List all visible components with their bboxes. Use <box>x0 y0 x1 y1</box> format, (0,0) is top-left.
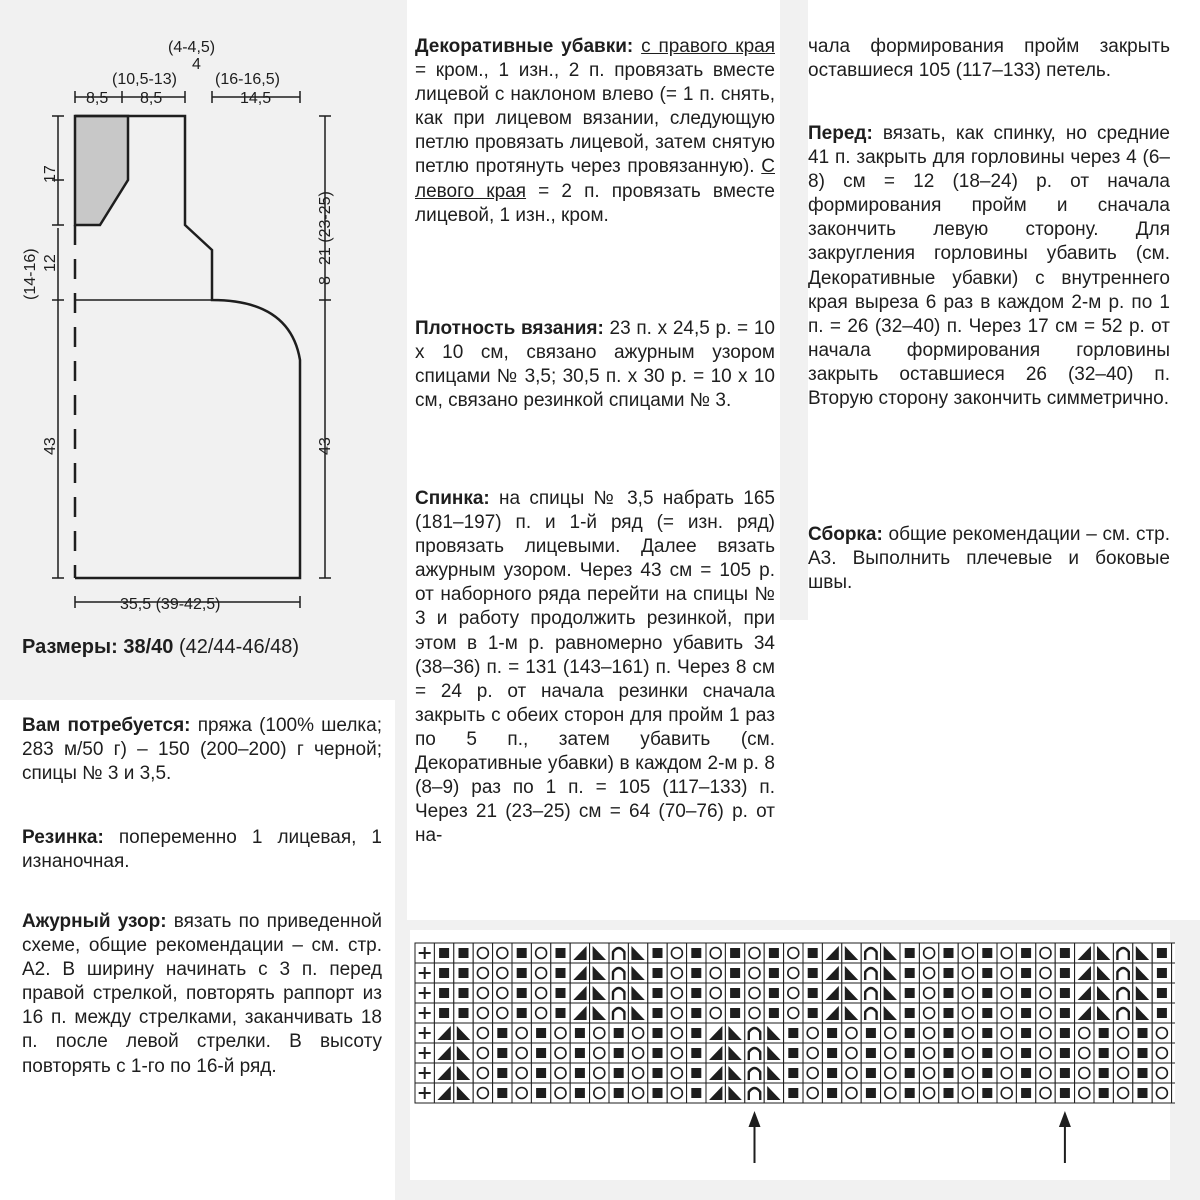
chart-cell <box>1036 1023 1055 1043</box>
filled-square-symbol <box>944 1088 954 1098</box>
filled-square-symbol <box>788 1088 798 1098</box>
lace-chart <box>405 935 1175 1185</box>
chart-cell <box>531 963 550 983</box>
chart-cell <box>919 1023 938 1043</box>
filled-square-symbol <box>905 968 915 978</box>
neck-depth: 4 <box>192 56 201 73</box>
chart-cell <box>803 1083 822 1103</box>
chart-cell <box>997 983 1016 1003</box>
chart-cell <box>473 943 492 963</box>
chart-cell <box>1036 963 1055 983</box>
filled-square-symbol <box>730 1008 740 1018</box>
filled-square-symbol <box>730 988 740 998</box>
materials-title: Вам потребуется: <box>22 715 191 736</box>
chart-cell <box>881 1063 900 1083</box>
chart-cell <box>590 1063 609 1083</box>
chart-cell <box>842 1063 861 1083</box>
chart-cell <box>919 943 938 963</box>
right-gap <box>780 0 808 620</box>
filled-square-symbol <box>653 1008 663 1018</box>
filled-square-symbol <box>497 1088 507 1098</box>
chart-cell <box>531 983 550 1003</box>
decreases-section <box>415 35 775 228</box>
chart-cell <box>745 983 764 1003</box>
filled-square-symbol <box>439 968 449 978</box>
filled-square-symbol <box>905 1068 915 1078</box>
filled-square-symbol <box>439 948 449 958</box>
chart-cell <box>958 1003 977 1023</box>
lace-section <box>22 910 382 1079</box>
filled-square-symbol <box>1138 1068 1148 1078</box>
filled-square-symbol <box>459 988 469 998</box>
left-edge-text: = 2 п. провязать вместе лицевой, 1 изн., кром. <box>415 180 776 226</box>
chart-cell <box>628 1043 647 1063</box>
filled-square-symbol <box>769 968 779 978</box>
chart-cell <box>842 1023 861 1043</box>
armhole-left-height: 12 <box>42 254 59 272</box>
filled-square-symbol <box>1157 948 1167 958</box>
filled-square-symbol <box>1099 1088 1109 1098</box>
filled-square-symbol <box>827 1068 837 1078</box>
rib-title: Резинка: <box>22 827 104 848</box>
chart-cell <box>667 1043 686 1063</box>
filled-square-symbol <box>459 968 469 978</box>
right-edge-label: с правого края <box>641 36 775 57</box>
filled-square-symbol <box>1138 1088 1148 1098</box>
filled-square-symbol <box>730 948 740 958</box>
chart-cell <box>997 1023 1016 1043</box>
back-title: Спинка: <box>415 488 490 509</box>
filled-square-symbol <box>1021 988 1031 998</box>
filled-square-symbol <box>1157 988 1167 998</box>
filled-square-symbol <box>1099 1068 1109 1078</box>
filled-square-symbol <box>517 948 527 958</box>
chart-cell <box>1152 1083 1171 1103</box>
chart-cell <box>1113 1083 1132 1103</box>
rib-section <box>22 826 382 874</box>
chart-cell <box>803 1023 822 1043</box>
filled-square-symbol <box>905 1088 915 1098</box>
chart-cell <box>1152 1023 1171 1043</box>
chart-cell <box>1113 1023 1132 1043</box>
filled-square-symbol <box>614 1048 624 1058</box>
filled-square-symbol <box>653 1068 663 1078</box>
filled-square-symbol <box>1157 1008 1167 1018</box>
chart-cell <box>473 963 492 983</box>
chart-cell <box>473 983 492 1003</box>
sizes-alt: (42/44-46/48) <box>178 636 300 658</box>
filled-square-symbol <box>1060 988 1070 998</box>
filled-square-symbol <box>1060 1028 1070 1038</box>
chart-cell <box>1152 1063 1171 1083</box>
filled-square-symbol <box>866 1028 876 1038</box>
filled-square-symbol <box>691 1028 701 1038</box>
assembly-text: общие рекомендации – см. стр. А3. Выполнить плечевые и боковые швы. <box>808 524 1170 594</box>
sizes-value: 38/40 <box>123 636 174 658</box>
chart-cell <box>590 1043 609 1063</box>
chart-cell <box>997 943 1016 963</box>
filled-square-symbol <box>788 1028 798 1038</box>
filled-square-symbol <box>614 1088 624 1098</box>
chart-cell <box>512 1043 531 1063</box>
filled-square-symbol <box>556 1008 566 1018</box>
chart-cell <box>551 1083 570 1103</box>
filled-square-symbol <box>944 968 954 978</box>
filled-square-symbol <box>982 1028 992 1038</box>
chart-cell <box>551 1043 570 1063</box>
neck-depth-sizes: (4-4,5) <box>168 39 216 56</box>
chart-cell <box>997 1083 1016 1103</box>
chart-cell <box>919 1043 938 1063</box>
shoulder-width: 14,5 <box>240 90 272 107</box>
filled-square-symbol <box>788 1048 798 1058</box>
filled-square-symbol <box>536 1048 546 1058</box>
filled-square-symbol <box>982 1008 992 1018</box>
armhole-left-sizes: (14-16) <box>22 248 39 300</box>
shoulder-width-sizes: (16-16,5) <box>215 71 280 88</box>
chart-cell <box>512 1023 531 1043</box>
chart-cell <box>997 1003 1016 1023</box>
chart-cell <box>1172 983 1175 1003</box>
filled-square-symbol <box>691 1068 701 1078</box>
chart-cell <box>784 943 803 963</box>
chart-cell <box>784 1003 803 1023</box>
chart-cell <box>919 1003 938 1023</box>
chart-cell <box>551 1023 570 1043</box>
hem-width: 35,5 (39-42,5) <box>120 596 221 613</box>
chart-cell <box>628 1063 647 1083</box>
chart-cell <box>1036 983 1055 1003</box>
chart-cell <box>628 1083 647 1103</box>
filled-square-symbol <box>769 988 779 998</box>
filled-square-symbol <box>808 988 818 998</box>
filled-square-symbol <box>1021 968 1031 978</box>
chart-cell <box>997 1063 1016 1083</box>
filled-square-symbol <box>808 1008 818 1018</box>
chart-cell <box>1036 1003 1055 1023</box>
filled-square-symbol <box>1021 1028 1031 1038</box>
filled-square-symbol <box>497 1028 507 1038</box>
back-continuation <box>808 35 1170 83</box>
chart-cell <box>1172 1023 1175 1043</box>
filled-square-symbol <box>1138 1048 1148 1058</box>
filled-square-symbol <box>1060 968 1070 978</box>
filled-square-symbol <box>1060 1048 1070 1058</box>
filled-square-symbol <box>459 1008 469 1018</box>
chart-cell <box>1113 1043 1132 1063</box>
back-continuation-text: чала формирования пройм закрыть оставшиеся 105 (117–133) петель. <box>808 36 1170 82</box>
chart-cell <box>667 1003 686 1023</box>
filled-square-symbol <box>982 1088 992 1098</box>
chart-cell <box>667 943 686 963</box>
neck-width: (10,5-13) <box>112 71 177 88</box>
chart-cell <box>842 1043 861 1063</box>
chart-cell <box>997 1043 1016 1063</box>
filled-square-symbol <box>905 1028 915 1038</box>
filled-square-symbol <box>536 1028 546 1038</box>
chart-cell <box>1152 1043 1171 1063</box>
filled-square-symbol <box>536 1088 546 1098</box>
chart-cell <box>745 943 764 963</box>
filled-square-symbol <box>769 948 779 958</box>
chart-cell <box>881 1083 900 1103</box>
chart-cell <box>958 963 977 983</box>
repeat-end-arrow-icon <box>1059 1111 1071 1127</box>
filled-square-symbol <box>653 1028 663 1038</box>
chart-cell <box>919 1083 938 1103</box>
filled-square-symbol <box>614 1028 624 1038</box>
filled-square-symbol <box>691 968 701 978</box>
left-edge-label: С левого края <box>415 156 775 202</box>
chart-cell <box>1075 1043 1094 1063</box>
filled-square-symbol <box>944 1008 954 1018</box>
filled-square-symbol <box>982 1068 992 1078</box>
filled-square-symbol <box>1021 1088 1031 1098</box>
gauge-text: 23 п. х 24,5 р. = 10 х 10 см, связано ажурным узором спицами № 3,5; 30,5 п. х 30 р. = 10 х 10 см, связано резинкой спицами № 3. <box>415 318 775 412</box>
chart-cell <box>667 1083 686 1103</box>
chart-cell <box>1113 1063 1132 1083</box>
chart-cell <box>473 1063 492 1083</box>
filled-square-symbol <box>905 1008 915 1018</box>
filled-square-symbol <box>653 968 663 978</box>
chart-cell <box>590 1023 609 1043</box>
filled-square-symbol <box>517 988 527 998</box>
chart-cell <box>958 1023 977 1043</box>
materials-text: пряжа (100% шелка; 283 м/50 г) – 150 (200–200) г черной; спицы № 3 и 3,5. <box>22 715 382 785</box>
left-edge-width: 8,5 <box>86 90 109 107</box>
chart-cell <box>667 963 686 983</box>
filled-square-symbol <box>459 948 469 958</box>
garment-schema <box>0 0 395 620</box>
chart-cell <box>958 1043 977 1063</box>
filled-square-symbol <box>497 1048 507 1058</box>
rib-text: попеременно 1 лицевая, 1 изнаночная. <box>22 827 382 873</box>
chart-cell <box>667 1023 686 1043</box>
filled-square-symbol <box>691 988 701 998</box>
filled-square-symbol <box>827 1028 837 1038</box>
repeat-start-arrow-icon <box>749 1111 761 1127</box>
chart-cell <box>551 1063 570 1083</box>
chart-cell <box>493 963 512 983</box>
chart-cell <box>1172 1043 1175 1063</box>
filled-square-symbol <box>944 948 954 958</box>
gauge-section <box>415 317 775 413</box>
filled-square-symbol <box>517 1008 527 1018</box>
filled-square-symbol <box>944 1068 954 1078</box>
chart-cell <box>493 943 512 963</box>
filled-square-symbol <box>866 1068 876 1078</box>
chart-cell <box>493 983 512 1003</box>
chart-cell <box>667 983 686 1003</box>
materials-section <box>22 714 382 786</box>
neck-shape <box>75 116 128 225</box>
chart-cell <box>1075 1063 1094 1083</box>
chart-cell <box>1036 1043 1055 1063</box>
chart-cell <box>667 1063 686 1083</box>
neck-segment-width: 8,5 <box>140 90 163 107</box>
filled-square-symbol <box>1021 1068 1031 1078</box>
chart-cell <box>784 963 803 983</box>
chart-cell <box>745 963 764 983</box>
chart-cell <box>473 1003 492 1023</box>
lace-text: вязать по приведенной схеме, общие рекомендации – см. стр. А2. В ширину начинать с 3 п. перед правой стрелкой, повторять раппорт из 16 п. между стрелками, заканчивать 18 п. после левой стрелки. В высоту повторять с 1-го по 16-й ряд. <box>22 911 382 1077</box>
filled-square-symbol <box>982 968 992 978</box>
chart-cell <box>919 983 938 1003</box>
chart-cell <box>590 1083 609 1103</box>
filled-square-symbol <box>866 1048 876 1058</box>
filled-square-symbol <box>691 948 701 958</box>
decreases-title: Декоративные убавки: <box>415 36 634 57</box>
chart-cell <box>842 1083 861 1103</box>
chart-cell <box>803 1063 822 1083</box>
chart-cell <box>706 1003 725 1023</box>
filled-square-symbol <box>536 1068 546 1078</box>
filled-square-symbol <box>575 1028 585 1038</box>
body-left-height: 43 <box>42 437 59 455</box>
filled-square-symbol <box>827 1048 837 1058</box>
chart-cell <box>531 1003 550 1023</box>
filled-square-symbol <box>769 1008 779 1018</box>
front-section <box>808 122 1170 411</box>
back-section <box>415 487 775 848</box>
sizes-label: Размеры: <box>22 636 118 658</box>
filled-square-symbol <box>905 1048 915 1058</box>
chart-cell <box>1172 963 1175 983</box>
filled-square-symbol <box>556 988 566 998</box>
filled-square-symbol <box>905 948 915 958</box>
filled-square-symbol <box>556 968 566 978</box>
filled-square-symbol <box>944 1048 954 1058</box>
chart-cell <box>958 1083 977 1103</box>
filled-square-symbol <box>982 948 992 958</box>
filled-square-symbol <box>1060 948 1070 958</box>
assembly-title: Сборка: <box>808 524 883 545</box>
filled-square-symbol <box>1099 1048 1109 1058</box>
chart-cell <box>745 1003 764 1023</box>
chart-cell <box>1036 1083 1055 1103</box>
filled-square-symbol <box>614 1068 624 1078</box>
gauge-title: Плотность вязания: <box>415 318 604 339</box>
filled-square-symbol <box>575 1048 585 1058</box>
filled-square-symbol <box>1060 1008 1070 1018</box>
filled-square-symbol <box>808 948 818 958</box>
lace-title: Ажурный узор: <box>22 911 167 932</box>
chart-cell <box>958 983 977 1003</box>
chart-cell <box>1075 1023 1094 1043</box>
chart-cell <box>1172 1003 1175 1023</box>
chart-cell <box>1036 943 1055 963</box>
filled-square-symbol <box>808 968 818 978</box>
chart-cell <box>1172 1063 1175 1083</box>
chart-cell <box>512 1063 531 1083</box>
filled-square-symbol <box>788 1068 798 1078</box>
chart-cell <box>803 1043 822 1063</box>
filled-square-symbol <box>691 1088 701 1098</box>
filled-square-symbol <box>575 1088 585 1098</box>
sizes-line <box>22 636 299 659</box>
chart-cell <box>997 963 1016 983</box>
back-text: на спицы № 3,5 набрать 165 (181–197) п. и 1-й ряд (= изн. ряд) провязать лицевыми. Далее вязать ажурным узором. Через 43 см = 105 р. от наборного ряда перейти на спицы № 3 и работу продолжить резинкой, при этом в 1-м р. равномерно убавить 34 (38–36) п. = 131 (143–161) п. Через 8 см = 24 р. от начала резинки сначала закрыть с обеих сторон для пройм 1 раз по 5 п., затем убавить (см. Декоративные убавки) в каждом 2-м р. 8 (8–9) раз по 1 п. = 105 (117–133) п. Через 21 (23–25) см = 64 (70–76) р. от на- <box>415 488 775 847</box>
chart-cell <box>493 1003 512 1023</box>
filled-square-symbol <box>1157 968 1167 978</box>
body-right-height: 43 <box>317 437 334 455</box>
filled-square-symbol <box>1099 1028 1109 1038</box>
chart-cell <box>881 1023 900 1043</box>
chart-cell <box>531 943 550 963</box>
filled-square-symbol <box>653 988 663 998</box>
assembly-section <box>808 523 1170 595</box>
chart-cell <box>473 1043 492 1063</box>
chart-cell <box>1172 1083 1175 1103</box>
chart-cell <box>919 963 938 983</box>
chart-cell <box>706 983 725 1003</box>
filled-square-symbol <box>944 988 954 998</box>
filled-square-symbol <box>517 968 527 978</box>
chart-cell <box>784 983 803 1003</box>
chart-cell <box>473 1083 492 1103</box>
filled-square-symbol <box>691 1048 701 1058</box>
filled-square-symbol <box>1021 948 1031 958</box>
filled-square-symbol <box>1021 1008 1031 1018</box>
chart-cell <box>512 1083 531 1103</box>
filled-square-symbol <box>866 1088 876 1098</box>
filled-square-symbol <box>691 1008 701 1018</box>
rib-right-height: 8 <box>317 276 334 285</box>
right-edge-text: = кром., 1 изн., 2 п. провязать вместе лицевой с наклоном влево (= 1 п. снять, как при лицевом вязании, следующую петлю провязать лицевой, затем снятую петлю протянуть через провязанную). <box>415 60 775 178</box>
filled-square-symbol <box>1060 1068 1070 1078</box>
filled-square-symbol <box>1060 1088 1070 1098</box>
chart-cell <box>706 943 725 963</box>
chart-cell <box>1075 1083 1094 1103</box>
filled-square-symbol <box>653 948 663 958</box>
filled-square-symbol <box>944 1028 954 1038</box>
filled-square-symbol <box>1138 1028 1148 1038</box>
filled-square-symbol <box>730 968 740 978</box>
filled-square-symbol <box>1021 1048 1031 1058</box>
filled-square-symbol <box>439 988 449 998</box>
front-title: Перед: <box>808 123 873 144</box>
filled-square-symbol <box>439 1008 449 1018</box>
chart-cell <box>958 1063 977 1083</box>
chart-cell <box>881 1043 900 1063</box>
filled-square-symbol <box>827 1088 837 1098</box>
chart-cell <box>1036 1063 1055 1083</box>
neck-height: 17 <box>42 165 59 183</box>
filled-square-symbol <box>982 1048 992 1058</box>
filled-square-symbol <box>556 948 566 958</box>
chart-cell <box>919 1063 938 1083</box>
filled-square-symbol <box>653 1088 663 1098</box>
filled-square-symbol <box>653 1048 663 1058</box>
chart-cell <box>706 963 725 983</box>
armhole-right-height: 21 (23-25) <box>317 191 334 265</box>
filled-square-symbol <box>575 1068 585 1078</box>
filled-square-symbol <box>982 988 992 998</box>
filled-square-symbol <box>497 1068 507 1078</box>
chart-cell <box>473 1023 492 1043</box>
front-text: вязать, как спинку, но средние 41 п. закрыть для горловины через 4 (6–8) см = 12 (18–24) р. от начала формирования пройм и сначала закончить левую сторону. Для закругления горловины убавить (см. Декоративные убавки) с внутреннего края выреза 6 раз в каждом 2-м р. по 1 п. = 26 (32–40) п. Через 17 см = 52 р. от начала формирования горловины закрыть оставшиеся 26 (32–40) п. Вторую сторону закончить симметрично. <box>808 123 1171 410</box>
chart-cell <box>628 1023 647 1043</box>
chart-cell <box>958 943 977 963</box>
chart-cell <box>1172 943 1175 963</box>
filled-square-symbol <box>905 988 915 998</box>
